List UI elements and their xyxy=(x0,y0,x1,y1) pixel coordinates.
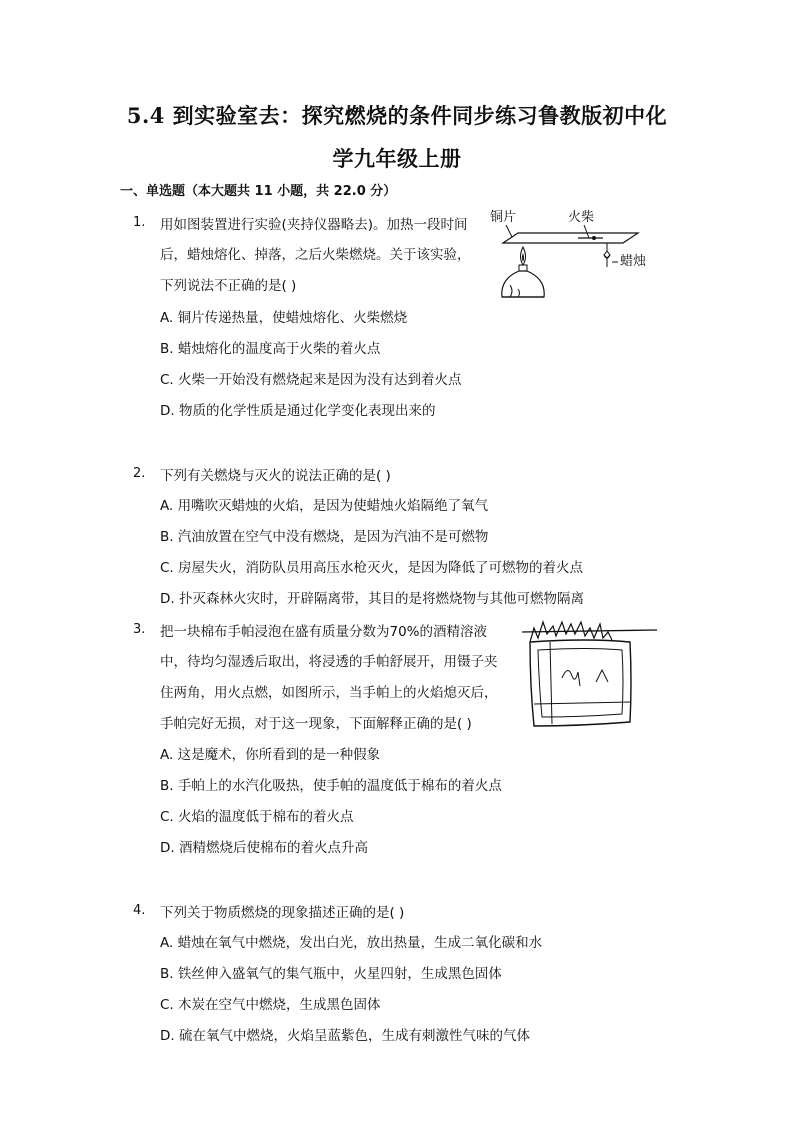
question-stem-line: 下列有关燃烧与灭火的说法正确的是( ) xyxy=(160,468,391,484)
question-stem-line: 中，待均匀湿透后取出，将浸透的手帕舒展开，用镊子夹 xyxy=(160,654,498,670)
candle-label: 蜡烛 xyxy=(620,254,647,269)
burning-handkerchief-figure xyxy=(512,612,662,732)
question-stem-line: 住两角，用火点燃，如图所示，当手帕上的火焰熄灭后， xyxy=(160,685,498,701)
document-title-line-1: 5.4 到实验室去：探究燃烧的条件同步练习鲁教版初中化 xyxy=(126,103,668,128)
option-a: A. 蜡烛在氧气中燃烧，发出白光，放出热量，生成二氧化碳和水 xyxy=(160,935,543,951)
option-c: C. 木炭在空气中燃烧，生成黑色固体 xyxy=(160,997,381,1013)
match-label: 火柴 xyxy=(568,210,595,225)
question-stem-line: 把一块棉布手帕浸泡在盛有质量分数为70%的酒精溶液 xyxy=(160,624,488,640)
question-number: 1. xyxy=(133,215,146,230)
question-number: 4. xyxy=(133,903,146,918)
option-b: B. 手帕上的水汽化吸热，使手帕的温度低于棉布的着火点 xyxy=(160,778,502,794)
option-a: A. 这是魔术，你所看到的是一种假象 xyxy=(160,747,381,763)
option-a: A. 铜片传递热量，使蜡烛熔化、火柴燃烧 xyxy=(160,310,408,326)
option-d: D. 硫在氧气中燃烧，火焰呈蓝紫色，生成有刺激性气味的气体 xyxy=(160,1028,530,1044)
option-b: B. 汽油放置在空气中没有燃烧，是因为汽油不是可燃物 xyxy=(160,529,489,545)
copper-plate-experiment-figure xyxy=(488,205,658,305)
option-c: C. 火焰的温度低于棉布的着火点 xyxy=(160,809,354,825)
option-c: C. 火柴一开始没有燃烧起来是因为没有达到着火点 xyxy=(160,372,462,388)
option-b: B. 铁丝伸入盛氧气的集气瓶中，火星四射，生成黑色固体 xyxy=(160,966,502,982)
option-d: D. 酒精燃烧后使棉布的着火点升高 xyxy=(160,840,368,856)
section-header: 一、单选题（本大题共 11 小题，共 22.0 分） xyxy=(120,184,397,199)
question-stem-line: 用如图装置进行实验(夹持仪器略去)。加热一段时间 xyxy=(160,217,468,233)
document-title-line-2: 学九年级上册 xyxy=(332,146,462,171)
question-stem-line: 下列关于物质燃烧的现象描述正确的是( ) xyxy=(160,905,405,921)
question-number: 3. xyxy=(133,622,146,637)
option-d: D. 扑灭森林火灾时，开辟隔离带，其目的是将燃烧物与其他可燃物隔离 xyxy=(160,591,584,607)
question-stem-line: 后，蜡烛熔化、掉落，之后火柴燃烧。关于该实验， xyxy=(160,247,471,263)
option-d: D. 物质的化学性质是通过化学变化表现出来的 xyxy=(160,403,436,419)
copper-label: 铜片 xyxy=(490,210,517,225)
question-number: 2. xyxy=(133,466,146,481)
question-stem-line: 手帕完好无损，对于这一现象，下面解释正确的是( ) xyxy=(160,716,472,732)
option-b: B. 蜡烛熔化的温度高于火柴的着火点 xyxy=(160,341,381,357)
question-stem-line: 下列说法不正确的是( ) xyxy=(160,278,297,294)
option-c: C. 房屋失火，消防队员用高压水枪灭火，是因为降低了可燃物的着火点 xyxy=(160,560,584,576)
option-a: A. 用嘴吹灭蜡烛的火焰，是因为使蜡烛火焰隔绝了氧气 xyxy=(160,498,489,514)
